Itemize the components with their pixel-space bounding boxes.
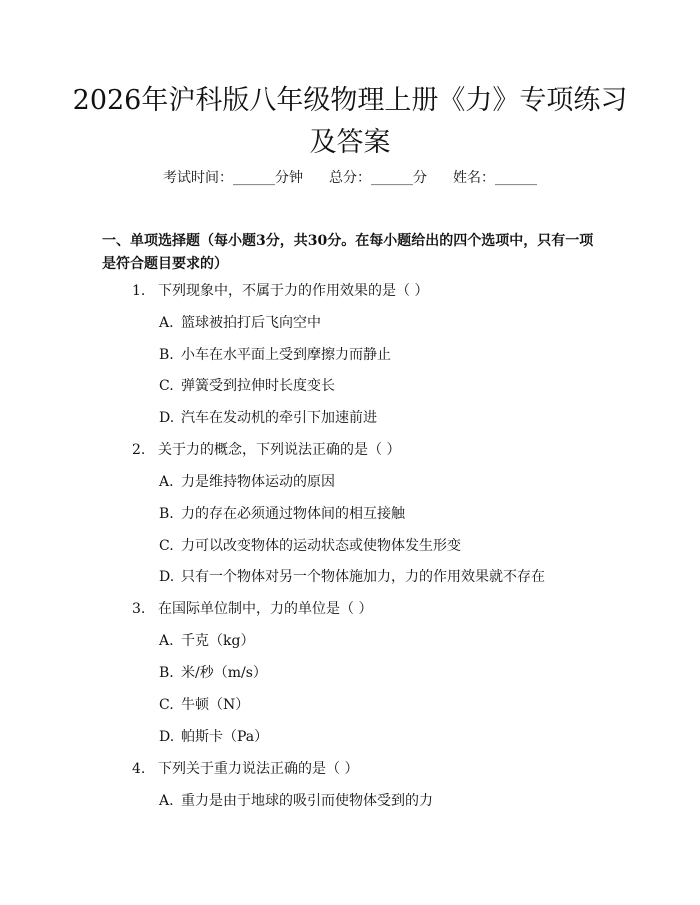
option-letter: C.: [159, 538, 174, 554]
question-2: [132, 440, 400, 460]
option-letter: B.: [159, 665, 174, 681]
option-text: 篮球被拍打后飞向空中: [181, 315, 321, 331]
option-text: 弹簧受到拉伸时长度变长: [181, 378, 335, 394]
option-letter: D.: [159, 729, 175, 745]
question-3-option-d: [159, 727, 268, 747]
option-letter: A.: [159, 474, 174, 490]
question-3-option-a: [159, 631, 254, 651]
exam-time-label: 考试时间：______分钟: [163, 170, 303, 186]
option-letter: A.: [159, 793, 174, 809]
total-score-label: 总分：______分: [329, 170, 427, 186]
question-text: 下列现象中，不属于力的作用效果的是（ ）: [158, 283, 429, 299]
option-letter: C.: [159, 697, 174, 713]
question-1: [132, 281, 428, 301]
question-2-option-b: [159, 504, 405, 524]
option-text: 力的存在必须通过物体间的相互接触: [181, 506, 405, 522]
question-1-option-a: [159, 313, 321, 333]
question-2-option-c: [159, 536, 461, 556]
question-3-option-b: [159, 663, 267, 683]
question-2-option-a: [159, 472, 335, 492]
question-1-option-c: [159, 376, 335, 396]
option-letter: D.: [159, 410, 175, 426]
student-name-label: 姓名：______: [453, 170, 537, 186]
question-number: 4.: [132, 761, 146, 777]
option-text: 只有一个物体对另一个物体施加力，力的作用效果就不存在: [181, 569, 545, 585]
document-title: 2026年沪科版八年级物理上册《力》专项练习及答案: [72, 85, 628, 158]
question-4-option-a: [159, 791, 433, 811]
option-text: 重力是由于地球的吸引而使物体受到的力: [181, 793, 433, 809]
option-text: 帕斯卡（Pa）: [181, 729, 269, 745]
question-text: 关于力的概念，下列说法正确的是（ ）: [158, 442, 401, 458]
option-letter: C.: [159, 378, 174, 394]
option-text: 米/秒（m/s）: [181, 665, 267, 681]
question-4: [132, 759, 358, 779]
option-letter: D.: [159, 569, 175, 585]
option-letter: A.: [159, 315, 174, 331]
option-text: 力是维持物体运动的原因: [181, 474, 335, 490]
option-letter: B.: [159, 347, 174, 363]
option-text: 小车在水平面上受到摩擦力而静止: [181, 347, 391, 363]
question-2-option-d: [159, 567, 545, 587]
question-number: 1.: [132, 283, 146, 299]
question-text: 下列关于重力说法正确的是（ ）: [158, 761, 359, 777]
question-number: 3.: [132, 601, 146, 617]
question-text: 在国际单位制中，力的单位是（ ）: [158, 601, 373, 617]
question-number: 2.: [132, 442, 146, 458]
question-3: [132, 599, 372, 619]
question-1-option-b: [159, 345, 391, 365]
option-text: 牛顿（N）: [181, 697, 250, 713]
question-1-option-d: [159, 408, 377, 428]
option-text: 千克（kg）: [181, 633, 255, 649]
option-text: 汽车在发动机的牵引下加速前进: [181, 410, 377, 426]
question-3-option-c: [159, 695, 249, 715]
option-letter: B.: [159, 506, 174, 522]
exam-meta: [0, 168, 700, 188]
option-letter: A.: [159, 633, 174, 649]
section-heading: 一、单项选择题（每小题3分，共30分。在每小题给出的四个选项中，只有一项是符合题目要求的）: [102, 233, 594, 272]
option-text: 力可以改变物体的运动状态或使物体发生形变: [181, 538, 461, 554]
